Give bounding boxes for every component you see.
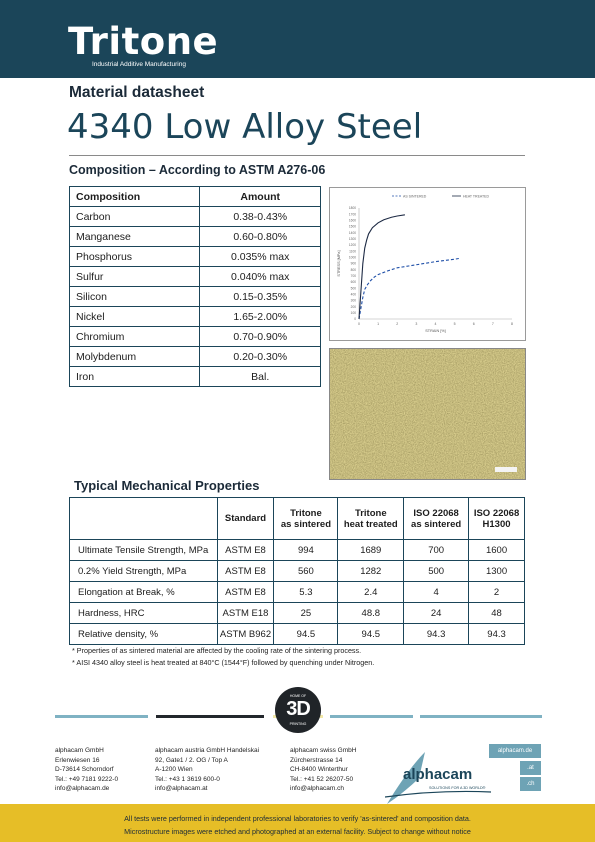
y-tick-label: 200 xyxy=(350,304,356,309)
element-name: Carbon xyxy=(70,207,200,227)
cell-heat-treated: 1689 xyxy=(338,540,404,561)
series-line-2 xyxy=(359,215,405,319)
footer-line-2: Microstructure images were etched and photographed at an external facility. Subject to change without notice xyxy=(124,827,471,836)
divider-segment xyxy=(55,715,148,718)
cell-as-sintered: 25 xyxy=(274,603,338,624)
legend-label: AS SINTERED xyxy=(403,194,427,199)
y-tick-label: 800 xyxy=(350,267,356,272)
address-line: Tel.: +43 1 3619 600-0 xyxy=(155,775,220,783)
address-line: CH-8400 Winterthur xyxy=(290,766,348,773)
y-tick-label: 1500 xyxy=(348,224,356,229)
cell-iso-sintered: 700 xyxy=(404,540,469,561)
domain-link-at[interactable]: .at xyxy=(520,761,541,775)
table-row xyxy=(70,207,321,227)
tritone-logo: Tritone xyxy=(68,20,219,63)
cell-property: 0.2% Yield Strength, MPa xyxy=(70,561,218,582)
cell-standard: ASTM E18 xyxy=(217,603,274,624)
scale-bar xyxy=(495,467,517,472)
table-row xyxy=(70,582,525,603)
page-title: 4340 Low Alloy Steel xyxy=(67,107,423,147)
element-amount: 0.040% max xyxy=(200,267,321,287)
address-switzerland xyxy=(290,746,356,794)
table-row xyxy=(70,540,525,561)
divider-segment xyxy=(330,715,413,718)
element-name: Phosphorus xyxy=(70,247,200,267)
x-tick-label: 3 xyxy=(415,322,418,326)
document-type-label: Material datasheet xyxy=(69,84,205,101)
alphacam-slogan: SOLUTIONS FOR A 3D WORLD® xyxy=(429,786,486,790)
cell-iso-h1300: 1600 xyxy=(469,540,525,561)
table-row xyxy=(70,367,321,387)
cell-standard: ASTM E8 xyxy=(217,540,274,561)
y-tick-label: 1000 xyxy=(348,255,356,260)
address-line: Tel.: +49 7181 9222-0 xyxy=(55,775,119,783)
mechanical-col-header: ISO 22068 H1300 xyxy=(469,498,525,540)
address-germany xyxy=(55,746,118,794)
element-name: Silicon xyxy=(70,287,200,307)
address-line: alphacam swiss GmbH xyxy=(290,747,357,754)
y-tick-label: 400 xyxy=(350,292,356,297)
address-email[interactable]: info@alphacam.at xyxy=(155,785,208,792)
table-row xyxy=(70,561,525,582)
x-tick-label: 0 xyxy=(358,322,360,326)
cell-property: Elongation at Break, % xyxy=(70,582,218,603)
mechanical-heading: Typical Mechanical Properties xyxy=(74,478,260,493)
element-amount: 0.60-0.80% xyxy=(200,227,321,247)
header-banner xyxy=(0,0,595,78)
microstructure-texture xyxy=(330,349,526,480)
footer-line-1: All tests were performed in independent professional laboratories to verify 'as-sintered' and composition data. xyxy=(124,814,471,823)
x-tick-label: 7 xyxy=(491,322,494,326)
cell-standard: ASTM E8 xyxy=(217,561,274,582)
element-name: Manganese xyxy=(70,227,200,247)
composition-table xyxy=(69,186,321,387)
y-tick-label: 300 xyxy=(350,298,356,303)
cell-iso-h1300: 2 xyxy=(469,582,525,603)
address-line: Zürcherstrasse 14 xyxy=(290,756,343,764)
cell-heat-treated: 48.8 xyxy=(338,603,404,624)
address-email[interactable]: info@alphacam.de xyxy=(55,785,110,792)
series-line-1 xyxy=(359,258,460,319)
home-of-3d-printing-badge xyxy=(275,687,321,733)
table-row xyxy=(70,603,525,624)
cell-standard: ASTM B962 xyxy=(217,624,274,645)
element-amount: 0.70-0.90% xyxy=(200,327,321,347)
cell-property: Relative density, % xyxy=(70,624,218,645)
element-name: Iron xyxy=(70,367,200,387)
table-row xyxy=(70,347,321,367)
domain-link-ch[interactable]: .ch xyxy=(520,777,541,791)
stress-strain-chart xyxy=(329,187,526,341)
cell-heat-treated: 2.4 xyxy=(338,582,404,603)
y-tick-label: 1800 xyxy=(348,206,356,211)
composition-header-row xyxy=(70,187,321,207)
divider-segment xyxy=(420,715,542,718)
y-tick-label: 1400 xyxy=(348,230,356,235)
element-amount: Bal. xyxy=(200,367,321,387)
table-row xyxy=(70,287,321,307)
address-austria xyxy=(155,746,259,794)
alphacam-logo-text: alphacam xyxy=(403,766,473,783)
y-tick-label: 1600 xyxy=(348,218,356,223)
mechanical-header-row xyxy=(70,498,525,540)
table-row xyxy=(70,227,321,247)
cell-iso-h1300: 48 xyxy=(469,603,525,624)
divider-segment xyxy=(156,715,264,718)
cell-iso-sintered: 500 xyxy=(404,561,469,582)
address-line: Tel.: +41 52 26207-50 xyxy=(290,775,354,783)
cell-heat-treated: 1282 xyxy=(338,561,404,582)
table-row xyxy=(70,247,321,267)
legend-label: HEAT TREATED xyxy=(463,194,489,199)
note-sintering: * Properties of as sintered material are affected by the cooling rate of the sintering process. xyxy=(72,646,362,655)
composition-col-header: Composition xyxy=(70,187,200,207)
mechanical-col-header xyxy=(70,498,218,540)
address-line: A-1200 Wien xyxy=(155,766,193,773)
y-tick-label: 600 xyxy=(350,280,356,285)
footer-disclaimer xyxy=(0,804,595,842)
element-name: Nickel xyxy=(70,307,200,327)
y-tick-label: 500 xyxy=(350,286,356,291)
badge-main-text: 3D xyxy=(286,698,310,720)
badge-top-text: HOME OF xyxy=(289,694,307,698)
cell-as-sintered: 560 xyxy=(274,561,338,582)
cell-heat-treated: 94.5 xyxy=(338,624,404,645)
cell-iso-h1300: 1300 xyxy=(469,561,525,582)
cell-iso-h1300: 94.3 xyxy=(469,624,525,645)
table-row xyxy=(70,307,321,327)
x-tick-label: 2 xyxy=(396,322,399,326)
cell-as-sintered: 994 xyxy=(274,540,338,561)
address-line: alphacam GmbH xyxy=(55,747,104,754)
element-amount: 0.20-0.30% xyxy=(200,347,321,367)
cell-as-sintered: 5.3 xyxy=(274,582,338,603)
x-tick-label: 1 xyxy=(377,322,380,326)
address-line: Erlenwiesen 16 xyxy=(55,756,100,764)
microstructure-image xyxy=(329,348,526,480)
y-tick-label: 100 xyxy=(350,311,356,316)
element-amount: 0.15-0.35% xyxy=(200,287,321,307)
y-tick-label: 1700 xyxy=(348,212,356,217)
cell-iso-sintered: 4 xyxy=(404,582,469,603)
element-amount: 0.38-0.43% xyxy=(200,207,321,227)
cell-iso-sintered: 24 xyxy=(404,603,469,624)
mechanical-table xyxy=(69,497,525,645)
y-axis-label: STRESS [MPa] xyxy=(337,250,341,277)
element-name: Molybdenum xyxy=(70,347,200,367)
cell-standard: ASTM E8 xyxy=(217,582,274,603)
amount-col-header: Amount xyxy=(200,187,321,207)
mechanical-col-header: Standard xyxy=(217,498,274,540)
y-tick-label: 1200 xyxy=(348,243,356,248)
cell-property: Hardness, HRC xyxy=(70,603,218,624)
y-tick-label: 900 xyxy=(350,261,356,266)
tritone-tagline: Industrial Additive Manufacturing xyxy=(92,61,186,68)
x-tick-label: 8 xyxy=(511,322,513,326)
y-tick-label: 1100 xyxy=(349,249,356,254)
cell-iso-sintered: 94.3 xyxy=(404,624,469,645)
divider xyxy=(69,155,525,156)
chart-svg xyxy=(330,188,527,342)
table-row xyxy=(70,267,321,287)
address-line: 92, Gate1 / 2. OG / Top A xyxy=(155,756,228,764)
element-amount: 1.65-2.00% xyxy=(200,307,321,327)
cell-property: Ultimate Tensile Strength, MPa xyxy=(70,540,218,561)
cell-as-sintered: 94.5 xyxy=(274,624,338,645)
element-name: Sulfur xyxy=(70,267,200,287)
mechanical-col-header: Tritone heat treated xyxy=(338,498,404,540)
x-tick-label: 6 xyxy=(472,322,475,326)
note-heat-treatment: * AISI 4340 alloy steel is heat treated at 840°C (1544°F) followed by quenching under Nitrogen. xyxy=(72,658,375,667)
badge-bottom-text: PRINTING xyxy=(289,722,307,726)
address-line: alphacam austria GmbH Handelskai xyxy=(155,747,260,754)
x-axis-label: STRAIN [%] xyxy=(425,329,446,333)
y-tick-label: 1300 xyxy=(348,237,356,242)
mechanical-col-header: Tritone as sintered xyxy=(274,498,338,540)
address-line: D-73614 Schorndorf xyxy=(55,766,114,773)
element-name: Chromium xyxy=(70,327,200,347)
y-tick-label: 700 xyxy=(350,274,356,279)
address-email[interactable]: info@alphacam.ch xyxy=(290,785,344,792)
composition-heading: Composition – According to ASTM A276-06 xyxy=(69,163,326,177)
x-tick-label: 4 xyxy=(434,322,437,326)
element-amount: 0.035% max xyxy=(200,247,321,267)
x-tick-label: 5 xyxy=(453,322,456,326)
table-row xyxy=(70,624,525,645)
mechanical-col-header: ISO 22068 as sintered xyxy=(404,498,469,540)
y-tick-label: 0 xyxy=(354,317,356,322)
table-row xyxy=(70,327,321,347)
domain-link-de[interactable]: alphacam.de xyxy=(489,744,541,758)
